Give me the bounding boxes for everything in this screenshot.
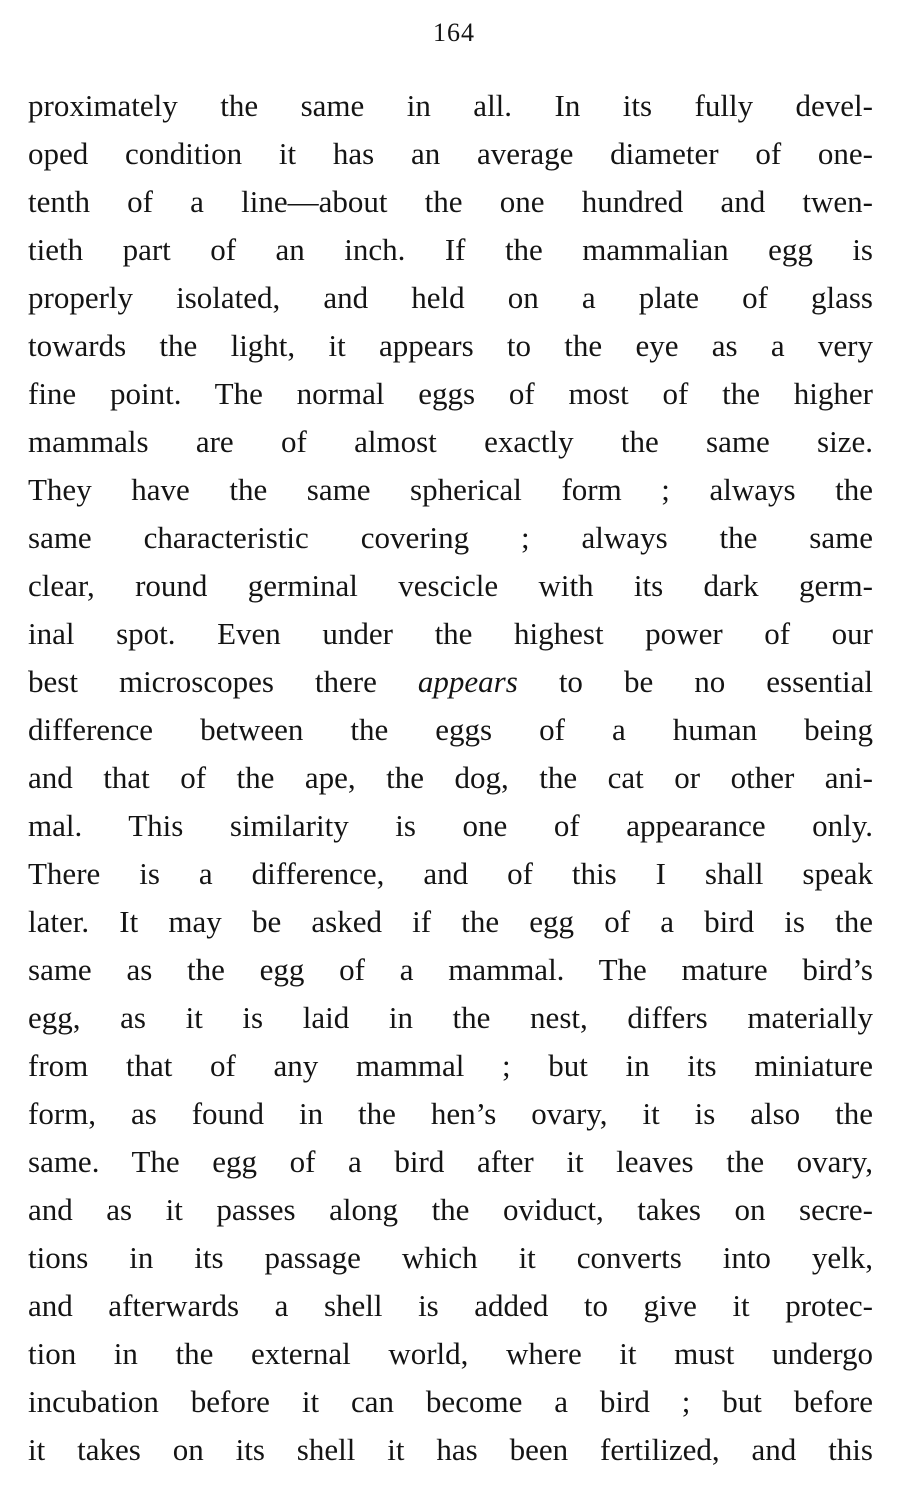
text-line: form, as found in the hen’s ovary, it is also the: [28, 1096, 873, 1131]
text-line: later. It may be asked if the egg of a bird is the: [28, 904, 873, 939]
text-line: same. The egg of a bird after it leaves the ovary,: [28, 1144, 873, 1179]
text-line: same characteristic covering ; always the same: [28, 520, 873, 555]
text-line: tieth part of an inch. If the mammalian egg is: [28, 232, 873, 267]
text-line: There is a difference, and of this I shall speak: [28, 856, 873, 891]
text-line: and as it passes along the oviduct, takes on secre-: [28, 1192, 873, 1227]
text-line: egg, as it is laid in the nest, differs materially: [28, 1000, 873, 1035]
text-line: it takes on its shell it has been fertilized, and this: [28, 1432, 873, 1467]
text-line: difference between the eggs of a human being: [28, 712, 873, 747]
body-text: [28, 82, 873, 1474]
text-line-with-emphasis: [28, 658, 873, 706]
emphasized-word: appears: [417, 664, 518, 699]
text-line: mammals are of almost exactly the same size.: [28, 424, 873, 459]
text-line: properly isolated, and held on a plate of glass: [28, 280, 873, 315]
text-line: oped condition it has an average diameter of one-: [28, 136, 873, 171]
text-line: and afterwards a shell is added to give it protec-: [28, 1288, 873, 1323]
page-number: 164: [433, 18, 475, 47]
text-line: tenth of a line—about the one hundred and twen-: [28, 184, 873, 219]
text-line: inal spot. Even under the highest power of our: [28, 616, 873, 651]
text-segment: to be no essential: [517, 664, 873, 699]
text-line: incubation before it can become a bird ; but before: [28, 1384, 873, 1419]
text-segment: best microscopes there: [28, 664, 418, 699]
text-line: tion in the external world, where it must undergo: [28, 1336, 873, 1371]
text-line: tions in its passage which it converts into yelk,: [28, 1240, 873, 1275]
text-line: from that of any mammal ; but in its miniature: [28, 1048, 873, 1083]
text-line: fine point. The normal eggs of most of the higher: [28, 376, 873, 411]
text-line: They have the same spherical form ; always the: [28, 472, 873, 507]
text-line: and that of the ape, the dog, the cat or other ani-: [28, 760, 873, 795]
text-line: towards the light, it appears to the eye as a very: [28, 328, 873, 363]
text-line: proximately the same in all. In its fully devel-: [28, 88, 873, 123]
text-line: mal. This similarity is one of appearance only.: [28, 808, 873, 843]
text-line: clear, round germinal vescicle with its dark germ-: [28, 568, 873, 603]
text-line: same as the egg of a mammal. The mature bird’s: [28, 952, 873, 987]
